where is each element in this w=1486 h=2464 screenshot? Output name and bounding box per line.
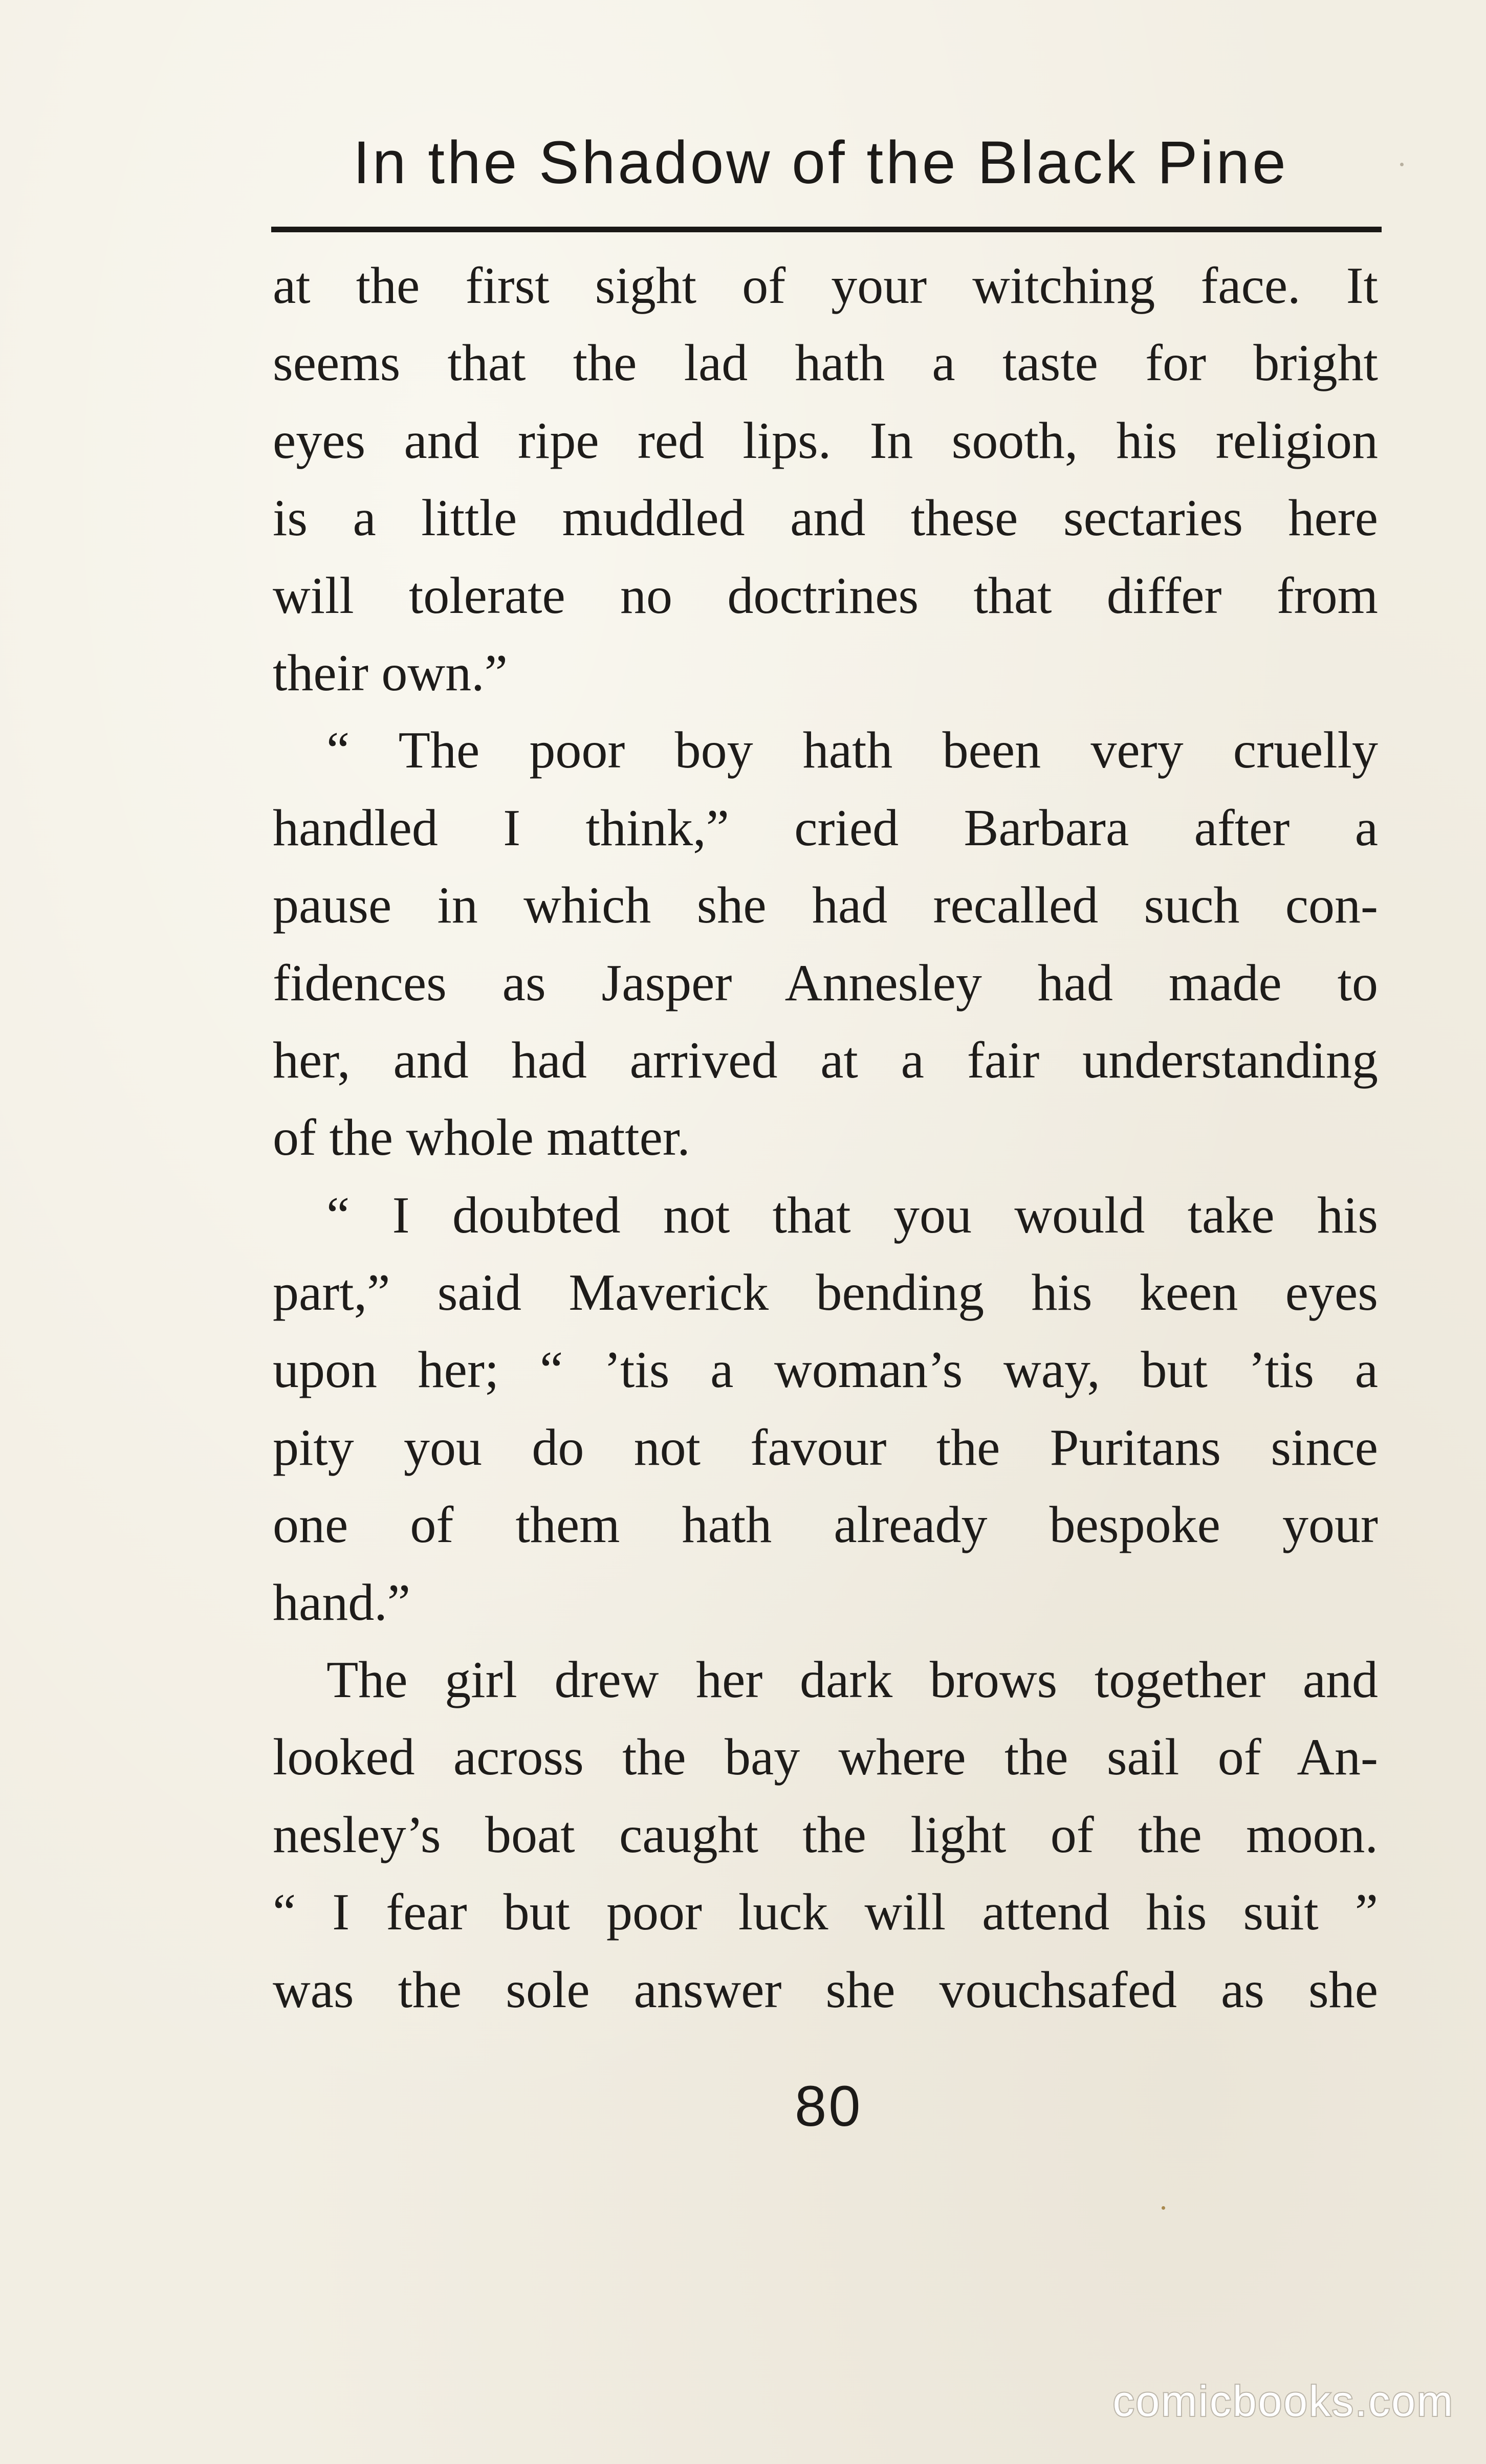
text-line: The girl drew her dark brows together and [326, 1651, 1378, 1709]
paper-speck [1162, 2206, 1165, 2210]
text-line: “ The poor boy hath been very cruelly [326, 721, 1378, 780]
text-line: one of them hath already bespoke your [273, 1496, 1378, 1554]
text-line: nesley’s boat caught the light of the moon. [273, 1806, 1378, 1864]
paper-speck [1400, 163, 1404, 166]
text-line: was the sole answer she vouchsafed as she [273, 1961, 1378, 2019]
body-text [273, 247, 1378, 2029]
text-line: upon her; “ ’tis a woman’s way, but ’tis a [273, 1341, 1378, 1399]
running-head: In the Shadow of the Black Pine [353, 129, 1288, 196]
text-line: is a little muddled and these sectaries here [273, 489, 1378, 547]
text-line: hand.” [273, 1573, 411, 1632]
text-line: “ I doubted not that you would take his [326, 1186, 1378, 1244]
text-line: pity you do not favour the Puritans since [273, 1418, 1378, 1477]
text-line: handled I think,” cried Barbara after a [273, 799, 1378, 857]
text-line: her, and had arrived at a fair understanding [273, 1031, 1378, 1089]
text-line: will tolerate no doctrines that differ from [273, 566, 1378, 625]
page-number: 80 [795, 2074, 863, 2138]
text-line: part,” said Maverick bending his keen eyes [273, 1264, 1378, 1322]
text-line: seems that the lad hath a taste for bright [273, 334, 1378, 392]
text-line: at the first sight of your witching face. It [273, 257, 1378, 315]
text-line: their own.” [273, 644, 508, 702]
text-line: looked across the bay where the sail of An- [273, 1728, 1378, 1787]
text-line: “ I fear but poor luck will attend his suit ” [273, 1883, 1378, 1942]
header-rule [271, 227, 1382, 232]
text-line: pause in which she had recalled such con- [273, 876, 1378, 935]
watermark: comicbooks.com [1112, 2377, 1454, 2425]
text-line: fidences as Jasper Annesley had made to [273, 954, 1378, 1012]
text-line: of the whole matter. [273, 1109, 690, 1167]
text-line: eyes and ripe red lips. In sooth, his religion [273, 411, 1378, 470]
